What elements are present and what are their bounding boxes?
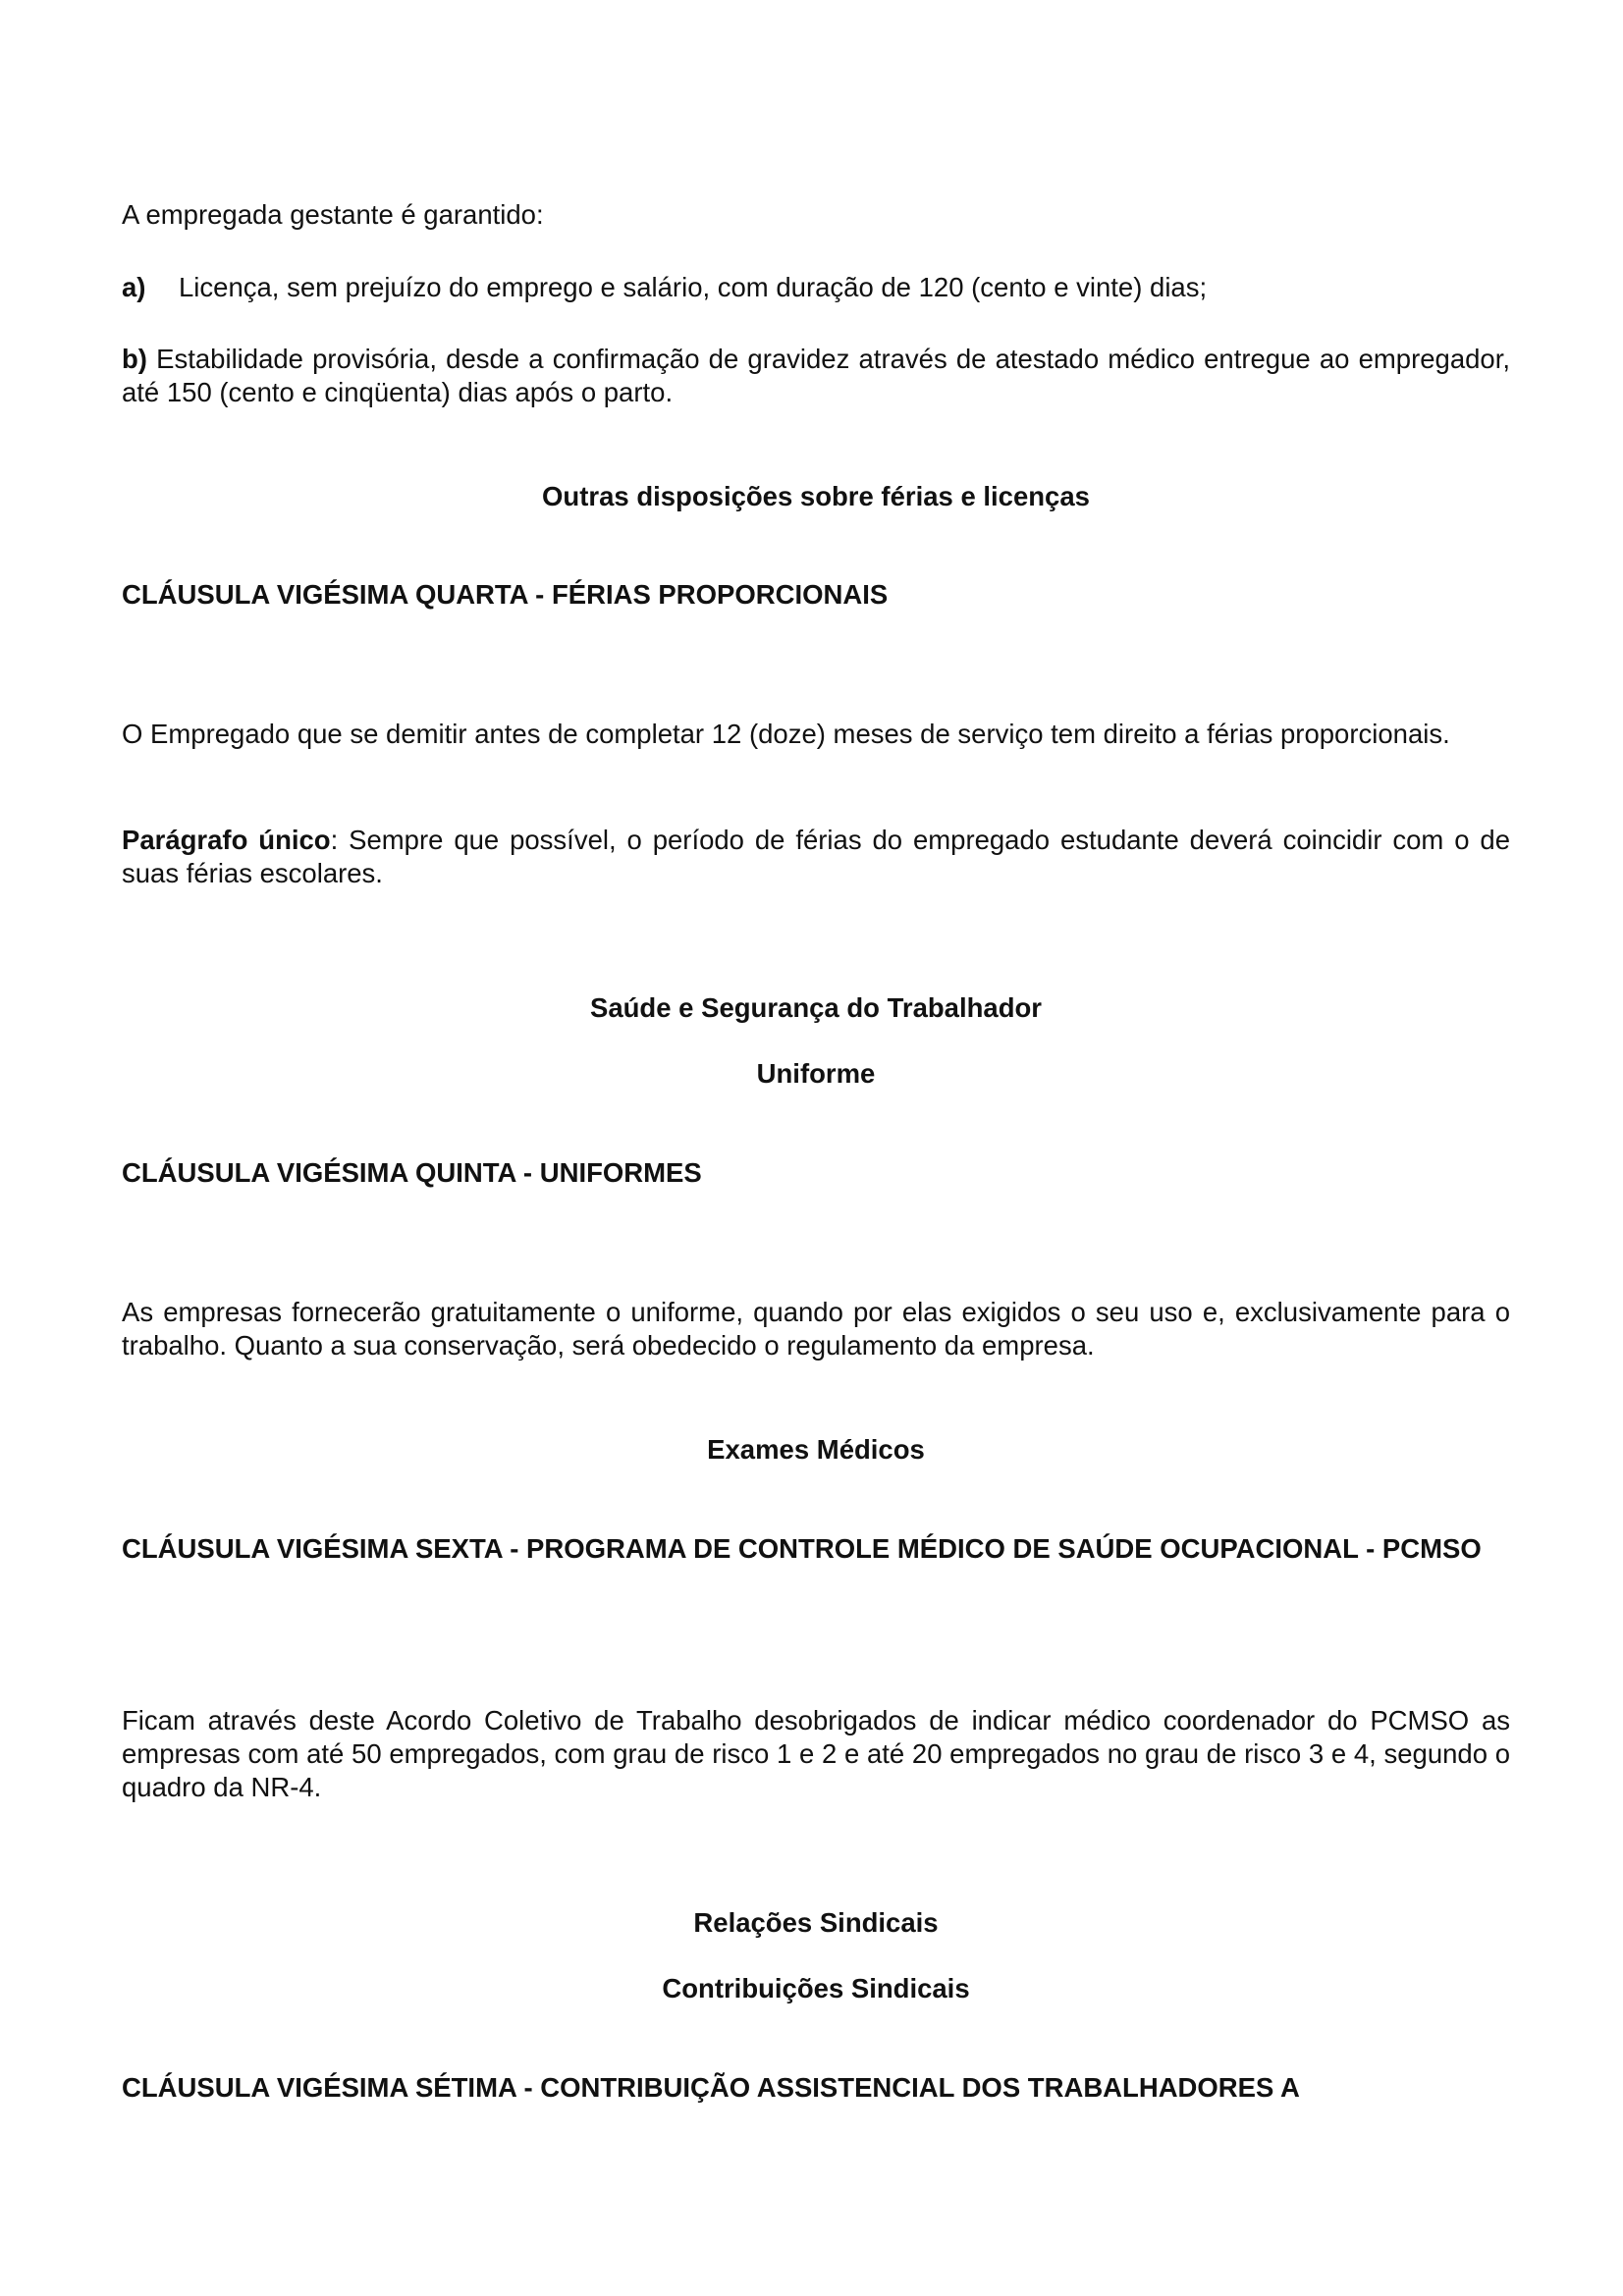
section-heading-saude: Saúde e Segurança do Trabalhador xyxy=(590,992,1042,1023)
section-heading-relacoes: Relações Sindicais xyxy=(693,1907,939,1938)
item-b-label: b) xyxy=(122,344,147,374)
clause-26-body: Ficam através deste Acordo Coletivo de Trabalho desobrigados de indicar médico coordenador do PCMSO as empresas com até 50 empregados, com grau de risco 1 e 2 e até 20 empregados no grau de risco 3 e 4, segundo o quadro da NR-4. xyxy=(122,1705,1510,1802)
item-a-text: Licença, sem prejuízo do emprego e salário, com duração de 120 (cento e vinte) dias; xyxy=(179,272,1208,302)
clause-24-paragraph xyxy=(122,824,1510,890)
item-a xyxy=(122,271,1510,304)
item-a-label: a) xyxy=(122,272,146,302)
section-heading-ferias: Outras disposições sobre férias e licenças xyxy=(542,481,1090,511)
clause-25-body: As empresas fornecerão gratuitamente o uniforme, quando por elas exigidos o seu uso e, exclusivamente para o trabalho. Quanto a sua conservação, será obedecido o regulamento da empresa. xyxy=(122,1297,1510,1361)
clause-27-title: CLÁUSULA VIGÉSIMA SÉTIMA - CONTRIBUIÇÃO ASSISTENCIAL DOS TRABALHADORES A xyxy=(122,2072,1300,2103)
paragraph-text: : Sempre que possível, o período de férias do empregado estudante deverá coincidir com o de suas férias escolares. xyxy=(122,825,1510,888)
clause-24-title: CLÁUSULA VIGÉSIMA QUARTA - FÉRIAS PROPORCIONAIS xyxy=(122,579,889,610)
item-b-text: Estabilidade provisória, desde a confirmação de gravidez através de atestado médico entregue ao empregador, até 150 (cento e cinqüenta) dias após o parto. xyxy=(122,344,1510,407)
clause-26-title: CLÁUSULA VIGÉSIMA SEXTA - PROGRAMA DE CONTROLE MÉDICO DE SAÚDE OCUPACIONAL - PCMSO xyxy=(122,1533,1482,1564)
item-b xyxy=(122,343,1510,409)
document-page xyxy=(122,0,1510,2296)
paragraph-label: Parágrafo único xyxy=(122,825,331,855)
subsection-heading-exames: Exames Médicos xyxy=(707,1434,925,1465)
subsection-heading-uniforme: Uniforme xyxy=(756,1058,876,1089)
clause-24-body: O Empregado que se demitir antes de completar 12 (doze) meses de serviço tem direito a férias proporcionais. xyxy=(122,719,1450,749)
clause-25-title: CLÁUSULA VIGÉSIMA QUINTA - UNIFORMES xyxy=(122,1157,702,1188)
intro-text: A empregada gestante é garantido: xyxy=(122,199,544,230)
subsection-heading-contribuicoes: Contribuições Sindicais xyxy=(662,1973,970,2003)
